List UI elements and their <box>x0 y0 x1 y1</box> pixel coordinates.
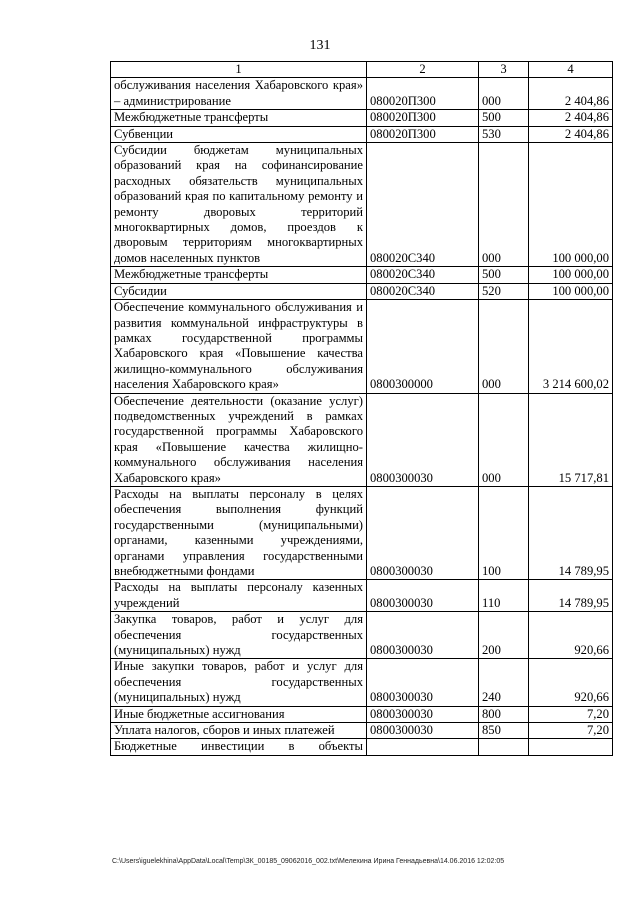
column-header-3: 3 <box>479 62 529 78</box>
row-name-cell: Иные закупки товаров, работ и услуг для обеспечения государственных (муниципальных) нужд <box>111 659 367 706</box>
table-row <box>111 706 613 722</box>
row-code-cell: 0800300030 <box>367 612 479 659</box>
table-row <box>111 300 613 393</box>
table-row <box>111 723 613 739</box>
row-code-cell: 0800300030 <box>367 723 479 739</box>
row-name-cell: Субсидии <box>111 283 367 299</box>
row-amount-cell: 14 789,95 <box>529 580 613 612</box>
row-code-cell: 0800300030 <box>367 486 479 579</box>
budget-table <box>110 61 613 756</box>
table-row <box>111 659 613 706</box>
row-name-cell: Расходы на выплаты персоналу в целях обеспечения выполнения функций государственными (муниципальными) органами, казенными учреждениями, органами управления государственными внебюджетными фондами <box>111 486 367 579</box>
row-code-cell: 0800300030 <box>367 580 479 612</box>
row-amount-cell: 14 789,95 <box>529 486 613 579</box>
row-kind-cell: 000 <box>479 143 529 267</box>
row-code-cell: 080020С340 <box>367 143 479 267</box>
row-amount-cell: 100 000,00 <box>529 267 613 283</box>
table-row <box>111 486 613 579</box>
table-row <box>111 78 613 110</box>
row-amount-cell: 2 404,86 <box>529 126 613 142</box>
page-number: 131 <box>309 38 331 53</box>
row-name-cell: Субсидии бюджетам муниципальных образований края на софинансирование расходных обязательств муниципальных образований края по капитальному ремонту и ремонту дворовых территорий многоквартирных домов, проездов к дворовым территориям многоквартирных домов населенных пунктов <box>111 143 367 267</box>
row-name-cell: Уплата налогов, сборов и иных платежей <box>111 723 367 739</box>
row-kind-cell: 200 <box>479 612 529 659</box>
file-path-footer: C:\Users\iguelekhina\AppData\Local\Temp\ЗК_00185_09062016_002.txt\Мелехина Ирина Геннадьевна\14.06.2016 12:02:05 <box>112 858 505 865</box>
row-amount-cell: 3 214 600,02 <box>529 300 613 393</box>
table-row <box>111 580 613 612</box>
row-name-cell: Субвенции <box>111 126 367 142</box>
table-row <box>111 739 613 755</box>
row-name-cell: Обеспечение коммунального обслуживания и развития коммунальной инфраструктуры в рамках государственной программы Хабаровского края «Повышение качества жилищно-коммунального обслуживания населения Хабаровского края» <box>111 300 367 393</box>
row-code-cell: 0800300030 <box>367 659 479 706</box>
row-kind-cell: 000 <box>479 300 529 393</box>
row-kind-cell: 500 <box>479 267 529 283</box>
row-code-cell <box>367 739 479 755</box>
row-kind-cell <box>479 739 529 755</box>
row-kind-cell: 000 <box>479 393 529 486</box>
row-kind-cell: 500 <box>479 110 529 126</box>
row-code-cell: 080020П300 <box>367 126 479 142</box>
table-header-row <box>111 62 613 78</box>
row-name-cell: Межбюджетные трансферты <box>111 267 367 283</box>
row-kind-cell: 100 <box>479 486 529 579</box>
row-name-cell: Закупка товаров, работ и услуг для обеспечения государственных (муниципальных) нужд <box>111 612 367 659</box>
row-amount-cell: 920,66 <box>529 612 613 659</box>
table-row <box>111 612 613 659</box>
row-name-cell: Межбюджетные трансферты <box>111 110 367 126</box>
row-kind-cell: 850 <box>479 723 529 739</box>
row-code-cell: 0800300030 <box>367 706 479 722</box>
row-amount-cell: 100 000,00 <box>529 143 613 267</box>
row-amount-cell: 100 000,00 <box>529 283 613 299</box>
row-code-cell: 0800300000 <box>367 300 479 393</box>
table-row <box>111 267 613 283</box>
row-kind-cell: 520 <box>479 283 529 299</box>
column-header-4: 4 <box>529 62 613 78</box>
table-body <box>111 78 613 755</box>
column-header-1: 1 <box>111 62 367 78</box>
row-amount-cell: 2 404,86 <box>529 78 613 110</box>
row-name-cell: Бюджетные инвестиции в объекты <box>111 739 367 755</box>
row-kind-cell: 530 <box>479 126 529 142</box>
table-row <box>111 283 613 299</box>
row-name-cell: обслуживания населения Хабаровского края» – администрирование <box>111 78 367 110</box>
row-code-cell: 0800300030 <box>367 393 479 486</box>
row-code-cell: 080020П300 <box>367 110 479 126</box>
row-amount-cell <box>529 739 613 755</box>
row-name-cell: Иные бюджетные ассигнования <box>111 706 367 722</box>
table-row <box>111 393 613 486</box>
row-name-cell: Обеспечение деятельности (оказание услуг) подведомственных учреждений в рамках государственной программы Хабаровского края «Повышение качества жилищно-коммунального обслуживания населения Хабаровского края» <box>111 393 367 486</box>
row-amount-cell: 2 404,86 <box>529 110 613 126</box>
row-amount-cell: 7,20 <box>529 706 613 722</box>
row-amount-cell: 7,20 <box>529 723 613 739</box>
row-kind-cell: 240 <box>479 659 529 706</box>
row-name-cell: Расходы на выплаты персоналу казенных учреждений <box>111 580 367 612</box>
row-amount-cell: 15 717,81 <box>529 393 613 486</box>
row-code-cell: 080020П300 <box>367 78 479 110</box>
row-kind-cell: 800 <box>479 706 529 722</box>
row-amount-cell: 920,66 <box>529 659 613 706</box>
table-row <box>111 126 613 142</box>
column-header-2: 2 <box>367 62 479 78</box>
table-row <box>111 110 613 126</box>
row-code-cell: 080020С340 <box>367 283 479 299</box>
row-kind-cell: 110 <box>479 580 529 612</box>
row-code-cell: 080020С340 <box>367 267 479 283</box>
row-kind-cell: 000 <box>479 78 529 110</box>
table-row <box>111 143 613 267</box>
